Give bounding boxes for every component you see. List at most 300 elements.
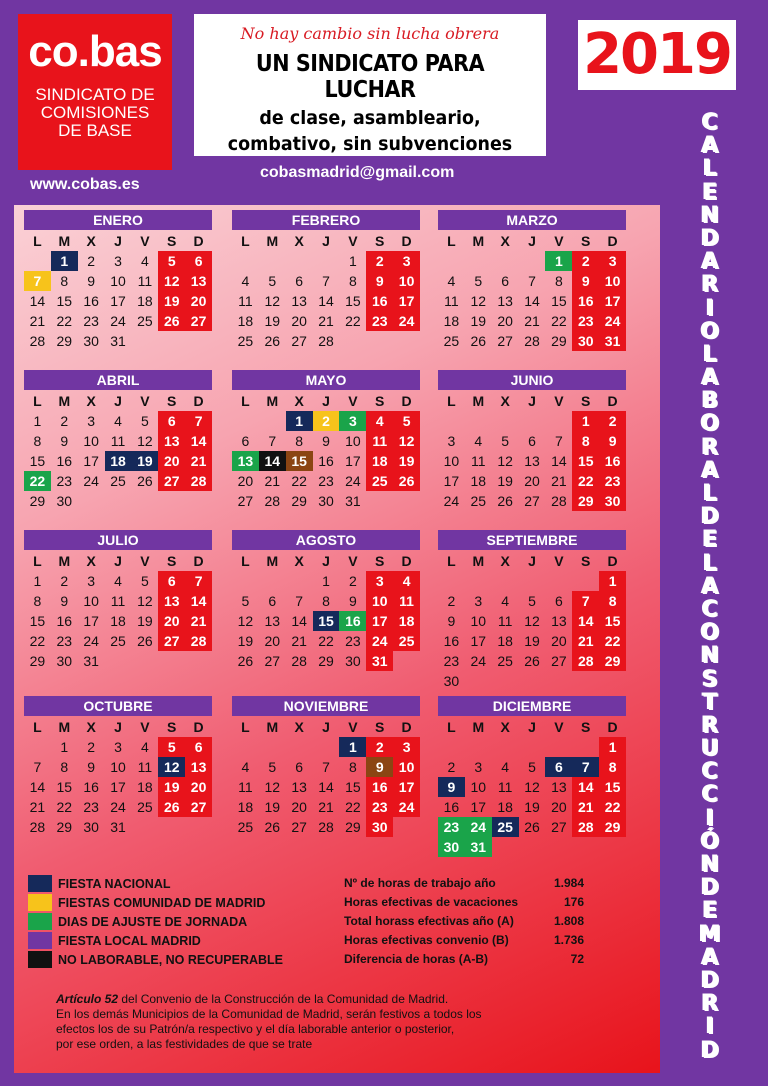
day-cell: 22: [318, 633, 334, 649]
day-cell: 31: [465, 837, 492, 857]
day-cell: 25: [492, 817, 519, 837]
day-cell: 16: [366, 291, 393, 311]
day-cell: 23: [83, 799, 99, 815]
day-cell: 27: [497, 333, 513, 349]
email-link[interactable]: cobasmadrid@gmail.com: [260, 164, 455, 181]
day-cell: 17: [393, 777, 420, 797]
weekday-header: V: [554, 233, 564, 249]
day-cell: 17: [110, 779, 126, 795]
day-cell: 15: [56, 779, 73, 795]
day-cell: 16: [443, 799, 460, 815]
weekday-header: J: [114, 719, 122, 735]
stat-row: [344, 914, 584, 933]
day-cell: 12: [158, 271, 185, 291]
vertical-title-letter: C: [701, 782, 719, 808]
weekday-header: X: [86, 553, 96, 569]
day-cell: 8: [348, 273, 357, 289]
day-cell: 5: [140, 573, 149, 589]
day-cell: 22: [572, 471, 599, 491]
weekday-header: L: [33, 719, 42, 735]
month-grid: [438, 551, 626, 691]
day-cell: 18: [237, 799, 254, 815]
weekday-header: V: [554, 553, 564, 569]
empty-cell: [545, 411, 572, 431]
vertical-title: [682, 112, 738, 1062]
day-cell: 27: [237, 493, 254, 509]
empty-cell: [313, 251, 340, 271]
weekday-header: S: [167, 233, 177, 249]
day-cell: 26: [158, 797, 185, 817]
day-cell: 5: [140, 413, 149, 429]
month-name: OCTUBRE: [24, 696, 212, 716]
day-cell: 17: [345, 453, 361, 469]
day-cell: 13: [291, 293, 307, 309]
day-cell: 3: [114, 739, 122, 755]
weekday-header: M: [58, 553, 71, 569]
day-cell: 9: [87, 273, 96, 289]
day-cell: 12: [497, 453, 513, 469]
day-cell: 25: [110, 473, 126, 489]
day-cell: 25: [497, 653, 513, 669]
day-cell: 25: [237, 819, 254, 835]
day-cell: 25: [393, 631, 420, 651]
day-cell: 30: [56, 493, 73, 509]
day-cell: 31: [366, 651, 393, 671]
day-cell: 17: [470, 799, 487, 815]
day-cell: 16: [599, 451, 626, 471]
month-name: DICIEMBRE: [438, 696, 626, 716]
empty-cell: [438, 571, 465, 591]
day-cell: 9: [366, 271, 393, 291]
day-cell: 14: [291, 613, 307, 629]
day-cell: 17: [83, 453, 99, 469]
weekday-header: X: [294, 553, 304, 569]
day-cell: 16: [83, 779, 99, 795]
vertical-title-letter: R: [701, 712, 719, 738]
day-cell: 3: [474, 759, 483, 775]
day-cell: 30: [83, 333, 99, 349]
weekday-header: D: [401, 719, 412, 735]
day-cell: 29: [551, 333, 567, 349]
day-cell: 3: [474, 593, 483, 609]
day-cell: 15: [29, 613, 46, 629]
day-cell: 14: [259, 451, 286, 471]
day-cell: 11: [444, 293, 459, 309]
day-cell: 18: [470, 473, 487, 489]
day-cell: 1: [322, 573, 330, 589]
empty-cell: [259, 251, 286, 271]
vertical-title-letter: S: [702, 666, 718, 692]
day-cell: 29: [599, 817, 626, 837]
day-cell: 21: [551, 473, 567, 489]
empty-cell: [519, 737, 546, 757]
month-grid: [24, 391, 212, 511]
day-cell: 6: [501, 273, 510, 289]
day-cell: 13: [232, 451, 259, 471]
day-cell: 1: [339, 737, 366, 757]
day-cell: 5: [501, 433, 510, 449]
vertical-title-letter: I: [705, 1014, 715, 1040]
day-cell: 18: [137, 293, 153, 309]
day-cell: 7: [554, 433, 563, 449]
day-cell: 8: [599, 591, 626, 611]
weekday-header: J: [114, 553, 122, 569]
day-cell: 12: [264, 293, 281, 309]
stat-row: [344, 876, 584, 895]
day-cell: 12: [264, 779, 281, 795]
day-cell: 9: [322, 433, 330, 449]
weekday-header: X: [500, 719, 510, 735]
day-cell: 10: [393, 271, 420, 291]
day-cell: 11: [110, 433, 126, 449]
vertical-title-letter: A: [701, 249, 719, 275]
day-cell: 17: [110, 293, 126, 309]
day-cell: 19: [158, 291, 185, 311]
day-cell: 31: [110, 819, 126, 835]
weekday-header: V: [140, 719, 150, 735]
vertical-title-letter: E: [702, 898, 718, 924]
day-cell: 19: [131, 451, 158, 471]
day-cell: 4: [241, 759, 250, 775]
day-cell: 6: [158, 411, 185, 431]
day-cell: 14: [318, 293, 334, 309]
day-cell: 29: [29, 493, 46, 509]
vertical-title-letter: A: [701, 365, 719, 391]
month-noviembre: [232, 696, 420, 837]
month-grid: [438, 717, 626, 857]
day-cell: 26: [393, 471, 420, 491]
day-cell: 22: [56, 313, 73, 329]
day-cell: 24: [345, 473, 361, 489]
day-cell: 2: [447, 759, 456, 775]
empty-cell: [232, 571, 259, 591]
day-cell: 30: [83, 819, 99, 835]
stat-label: Diferencia de horas (A-B): [344, 952, 489, 966]
weekday-header: M: [266, 393, 279, 409]
day-cell: 20: [551, 633, 567, 649]
empty-cell: [438, 251, 465, 271]
weekday-header: V: [348, 393, 358, 409]
day-cell: 29: [56, 333, 73, 349]
day-cell: 21: [264, 473, 281, 489]
weekday-header: S: [167, 393, 177, 409]
day-cell: 29: [318, 653, 334, 669]
day-cell: 14: [318, 779, 334, 795]
day-cell: 18: [497, 633, 513, 649]
day-cell: 13: [185, 271, 212, 291]
weekday-header: V: [554, 393, 564, 409]
day-cell: 29: [29, 653, 46, 669]
day-cell: 8: [599, 757, 626, 777]
day-cell: 10: [470, 613, 487, 629]
day-cell: 14: [29, 779, 46, 795]
day-cell: 10: [599, 271, 626, 291]
weekday-header: L: [447, 719, 456, 735]
vertical-title-letter: D: [700, 504, 720, 530]
empty-cell: [24, 737, 51, 757]
day-cell: 28: [318, 819, 334, 835]
day-cell: 9: [87, 759, 96, 775]
day-cell: 18: [366, 451, 393, 471]
day-cell: 5: [268, 273, 277, 289]
month-octubre: [24, 696, 212, 837]
day-cell: 23: [366, 311, 393, 331]
day-cell: 1: [286, 411, 313, 431]
weekday-header: J: [528, 393, 536, 409]
day-cell: 8: [33, 593, 42, 609]
day-cell: 19: [524, 633, 540, 649]
weekday-header: L: [33, 553, 42, 569]
day-cell: 22: [345, 799, 361, 815]
weekday-header: S: [581, 719, 591, 735]
day-cell: 4: [393, 571, 420, 591]
day-cell: 11: [366, 431, 393, 451]
vertical-title-letter: A: [701, 457, 719, 483]
vertical-title-letter: N: [700, 202, 720, 228]
day-cell: 27: [291, 333, 307, 349]
day-cell: 10: [393, 757, 420, 777]
month-agosto: [232, 530, 420, 671]
month-grid: [24, 551, 212, 671]
day-cell: 18: [237, 313, 254, 329]
weekday-header: J: [322, 393, 330, 409]
logo-line-1: SINDICATO DE: [35, 85, 155, 104]
empty-cell: [545, 571, 572, 591]
day-cell: 13: [551, 779, 567, 795]
day-cell: 30: [572, 331, 599, 351]
day-cell: 24: [366, 631, 393, 651]
month-febrero: [232, 210, 420, 351]
weekday-header: X: [500, 233, 510, 249]
day-cell: 26: [497, 493, 513, 509]
month-abril: [24, 370, 212, 511]
day-cell: 23: [599, 471, 626, 491]
legend-item: [28, 874, 283, 893]
day-cell: 13: [551, 613, 567, 629]
day-cell: 8: [322, 593, 330, 609]
day-cell: 2: [599, 411, 626, 431]
article-line-4: por ese orden, a las festividades de que se trate: [56, 1037, 313, 1051]
vertical-title-letter: O: [700, 411, 720, 437]
empty-cell: [232, 737, 259, 757]
day-cell: 12: [137, 593, 153, 609]
day-cell: 2: [348, 573, 357, 589]
legend-swatch: [28, 932, 52, 949]
weekday-header: M: [266, 719, 279, 735]
day-cell: 13: [291, 779, 307, 795]
day-cell: 23: [56, 633, 73, 649]
day-cell: 2: [60, 413, 69, 429]
weekday-header: L: [241, 719, 250, 735]
day-cell: 21: [29, 799, 46, 815]
day-cell: 1: [33, 573, 42, 589]
month-enero: [24, 210, 212, 351]
day-cell: 23: [443, 653, 460, 669]
day-cell: 29: [599, 651, 626, 671]
weekday-header: V: [348, 719, 358, 735]
weekday-header: S: [581, 393, 591, 409]
stat-value: 1.984: [553, 876, 584, 890]
weekday-header: M: [472, 553, 485, 569]
day-cell: 10: [110, 759, 126, 775]
day-cell: 9: [572, 271, 599, 291]
day-cell: 31: [110, 333, 126, 349]
vertical-title-letter: E: [702, 527, 718, 553]
day-cell: 10: [443, 453, 460, 469]
day-cell: 7: [322, 759, 330, 775]
day-cell: 3: [87, 413, 96, 429]
day-cell: 8: [295, 433, 304, 449]
empty-cell: [465, 251, 492, 271]
cobas-logo: [18, 14, 172, 170]
day-cell: 12: [158, 757, 185, 777]
legend-label: FIESTA NACIONAL: [58, 876, 171, 891]
day-cell: 2: [366, 251, 393, 271]
vertical-title-letter: R: [701, 991, 719, 1017]
day-cell: 15: [572, 451, 599, 471]
empty-cell: [24, 251, 51, 271]
day-cell: 15: [599, 611, 626, 631]
logo-line-3: DE BASE: [58, 121, 132, 140]
hours-stats: [344, 876, 584, 971]
day-cell: 25: [110, 633, 126, 649]
month-name: SEPTIEMBRE: [438, 530, 626, 550]
legend-swatch: [28, 875, 52, 892]
article-line-2: En los demás Municipios de la Comunidad de Madrid, serán festivos a todos los: [56, 1007, 482, 1021]
vertical-title-letter: Ó: [700, 828, 720, 854]
day-cell: 26: [137, 633, 153, 649]
day-cell: 1: [33, 413, 42, 429]
vertical-title-letter: I: [705, 295, 715, 321]
day-cell: 5: [528, 593, 536, 609]
day-cell: 17: [443, 473, 460, 489]
day-cell: 6: [554, 593, 563, 609]
day-cell: 27: [524, 493, 540, 509]
weekday-header: J: [322, 233, 330, 249]
day-cell: 14: [185, 431, 212, 451]
month-name: FEBRERO: [232, 210, 420, 230]
vertical-title-letter: A: [701, 944, 719, 970]
legend-swatch: [28, 894, 52, 911]
weekday-header: D: [607, 553, 618, 569]
weekday-header: D: [607, 233, 618, 249]
day-cell: 2: [572, 251, 599, 271]
day-cell: 31: [83, 653, 99, 669]
vertical-title-letter: T: [702, 689, 718, 715]
day-cell: 20: [158, 451, 185, 471]
day-cell: 6: [185, 737, 212, 757]
day-cell: 5: [474, 273, 483, 289]
day-cell: 21: [185, 611, 212, 631]
day-cell: 29: [345, 819, 361, 835]
day-cell: 8: [348, 759, 357, 775]
article-line-3: efectos los de su Patrón/a respectivo y el día laborable anterior o posterior,: [56, 1022, 455, 1036]
day-cell: 21: [524, 313, 540, 329]
article-ref: Artículo 52: [56, 992, 119, 1006]
empty-cell: [465, 737, 492, 757]
weekday-header: M: [58, 719, 71, 735]
empty-cell: [232, 251, 259, 271]
day-cell: 21: [318, 313, 334, 329]
month-julio: [24, 530, 212, 671]
day-cell: 8: [60, 759, 69, 775]
empty-cell: [492, 411, 519, 431]
day-cell: 13: [497, 293, 513, 309]
vertical-title-letter: I: [705, 805, 715, 831]
vertical-title-letter: D: [700, 225, 720, 251]
day-cell: 10: [83, 433, 99, 449]
day-cell: 20: [524, 473, 540, 489]
day-cell: 3: [366, 571, 393, 591]
day-cell: 5: [158, 737, 185, 757]
month-diciembre: [438, 696, 626, 857]
day-cell: 25: [237, 333, 254, 349]
day-cell: 23: [56, 473, 73, 489]
day-cell: 6: [295, 273, 304, 289]
day-cell: 6: [158, 571, 185, 591]
month-name: MAYO: [232, 370, 420, 390]
weekday-header: S: [375, 233, 385, 249]
day-cell: 21: [572, 797, 599, 817]
weekday-header: D: [193, 719, 204, 735]
stat-value: 1.808: [553, 914, 584, 928]
vertical-title-letter: O: [700, 620, 720, 646]
day-cell: 21: [185, 451, 212, 471]
stat-row: [344, 895, 584, 914]
day-cell: 28: [318, 333, 334, 349]
weekday-header: D: [401, 553, 412, 569]
weekday-header: L: [241, 553, 250, 569]
stat-label: Horas efectivas convenio (B): [344, 933, 509, 947]
day-cell: 15: [345, 293, 361, 309]
empty-cell: [519, 571, 546, 591]
day-cell: 26: [264, 819, 281, 835]
day-cell: 19: [524, 799, 540, 815]
vertical-title-letter: A: [701, 573, 719, 599]
day-cell: 16: [339, 611, 366, 631]
day-cell: 11: [393, 591, 420, 611]
day-cell: 7: [268, 433, 277, 449]
day-cell: 31: [345, 493, 361, 509]
day-cell: 20: [264, 633, 281, 649]
month-grid: [232, 551, 420, 671]
article-line-1: [56, 992, 526, 1007]
vertical-title-letter: U: [701, 736, 719, 762]
day-cell: 20: [237, 473, 254, 489]
day-cell: 4: [114, 413, 122, 429]
day-cell: 20: [291, 799, 307, 815]
day-cell: 13: [158, 431, 185, 451]
weekday-header: S: [167, 553, 177, 569]
weekday-header: L: [241, 233, 250, 249]
day-cell: 31: [599, 331, 626, 351]
day-cell: 29: [572, 491, 599, 511]
day-cell: 8: [33, 433, 42, 449]
day-cell: 7: [528, 273, 536, 289]
stat-label: Nº de horas de trabajo año: [344, 876, 496, 890]
day-cell: 8: [554, 273, 563, 289]
day-cell: 3: [599, 251, 626, 271]
website-link[interactable]: www.cobas.es: [30, 176, 140, 193]
empty-cell: [492, 737, 519, 757]
weekday-header: L: [33, 233, 42, 249]
day-cell: 12: [524, 613, 540, 629]
legend: [28, 874, 283, 969]
month-name: JUNIO: [438, 370, 626, 390]
day-cell: 7: [322, 273, 330, 289]
day-cell: 27: [264, 653, 281, 669]
day-cell: 3: [87, 573, 96, 589]
